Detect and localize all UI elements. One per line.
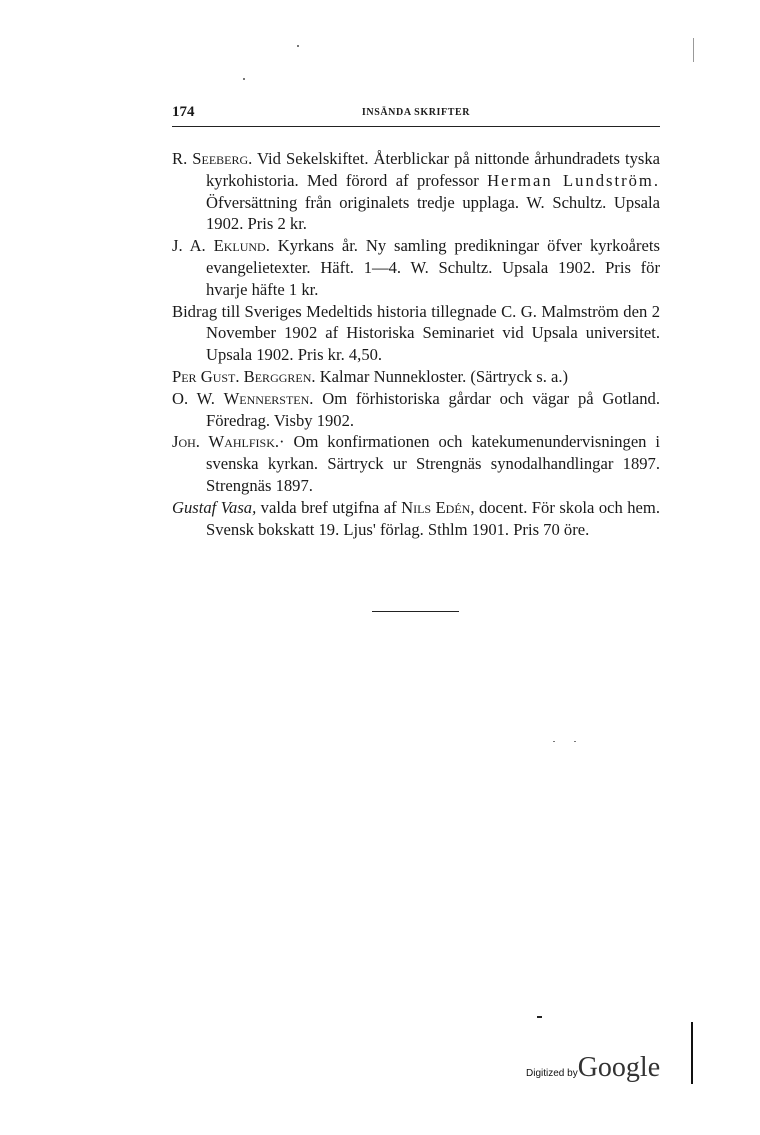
bibliography-entry xyxy=(172,388,660,432)
digitized-label: Digitized by xyxy=(526,1068,578,1079)
section-divider xyxy=(372,611,459,612)
editor-name: Herman Lundström. xyxy=(487,170,660,190)
scan-speck xyxy=(297,45,299,47)
entry-text: Kyrkans år. Ny samling predikningar öfver kyrkoårets evangelietexter. Häft. 1—4. W. Schultz. Upsala 1902. Pris för hvarje häfte 1 kr. xyxy=(206,236,660,299)
entry-text: valda bref utgifna af xyxy=(256,497,402,517)
running-head: INSÄNDA SKRIFTER xyxy=(361,107,471,118)
author-name: Per Gust. Berggren. xyxy=(172,366,316,386)
scan-speck xyxy=(243,78,245,80)
google-logo: Google xyxy=(577,1052,661,1083)
scan-speck xyxy=(537,1016,542,1018)
author-name: Eklund. xyxy=(213,236,270,256)
bibliography-entry xyxy=(172,497,660,541)
author-initials: O. W. xyxy=(172,388,224,408)
entry-text: Vid Sekelskiftet. Återblickar på nittonde århundradets tyska kyrkohistoria. Med förord af professor xyxy=(206,149,660,190)
bibliography-entry xyxy=(172,431,660,496)
scan-speck xyxy=(553,741,555,742)
bibliography-entry xyxy=(172,148,660,235)
author-initials: J. A. xyxy=(172,236,214,256)
entry-text: Om förhistoriska gårdar och vägar på Gotland. Föredrag. Visby 1902. xyxy=(206,388,660,430)
watermark-bar xyxy=(691,1022,693,1084)
entry-text: Bidrag till Sveriges Medeltids historia tillegnade C. G. Malmström den 2 November 1902 af Historiska Seminariet vid Upsala universitet. Upsala 1902. Pris kr. 4,50. xyxy=(172,301,660,365)
bibliography-entry xyxy=(172,235,660,300)
author-name: Seeberg. xyxy=(192,149,253,168)
page-edge-mark xyxy=(693,38,694,62)
author-name: Nils Edén, xyxy=(401,497,475,517)
bibliography-entry xyxy=(172,366,660,388)
entry-text: Kalmar Nunnekloster. (Särtryck s. a.) xyxy=(315,366,569,386)
scan-speck xyxy=(574,741,576,742)
entry-text: docent. För skola och hem. Svensk bokskatt 19. Ljus' förlag. Sthlm 1901. Pris 70 öre. xyxy=(206,497,660,539)
entry-text: · Om konfirmationen och katekumenundervisningen i svenska kyrkan. Särtryck ur Strengnäs synodalhandlingar 1897. Strengnäs 1897. xyxy=(206,432,661,495)
digitized-by-google-watermark xyxy=(526,1052,660,1084)
title-italic: Gustaf Vasa, xyxy=(172,497,257,517)
author-name: Joh. Wahlfisk. xyxy=(172,432,280,452)
bibliography-list xyxy=(172,148,660,540)
page-header xyxy=(172,104,660,127)
bibliography-entry xyxy=(172,301,660,366)
entry-text: Öfversättning från originalets tredje upplaga. W. Schultz. Upsala 1902. Pris 2 kr. xyxy=(206,192,660,234)
author-initials: R. xyxy=(172,149,193,168)
author-name: Wennersten. xyxy=(223,388,314,408)
page-number: 174 xyxy=(172,104,195,120)
